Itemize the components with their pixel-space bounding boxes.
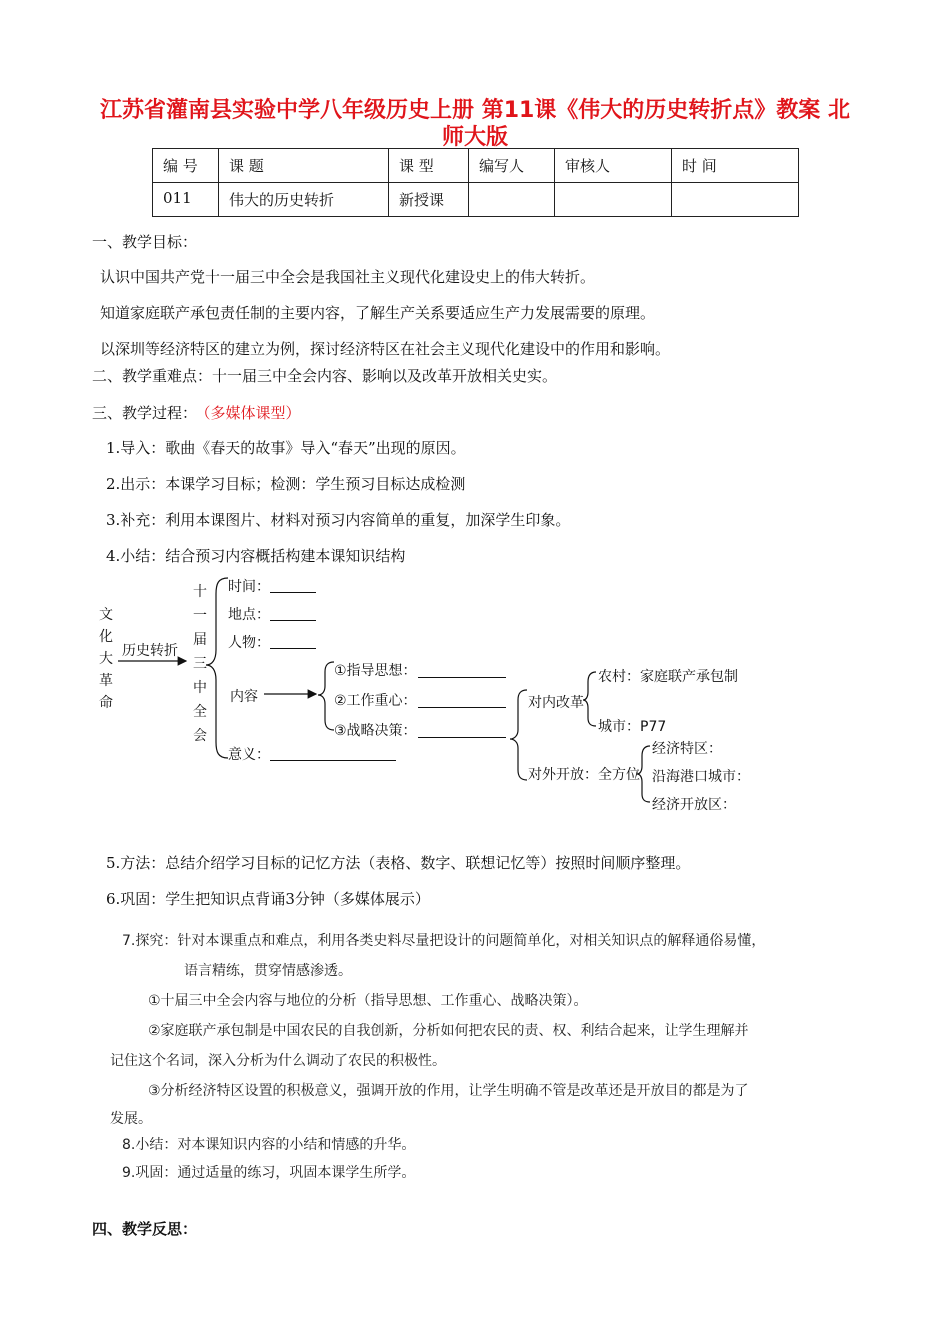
meaning-label: 意义： [228, 747, 270, 763]
people-label: 人物： [228, 635, 270, 651]
work-focus-label: ②工作重心： [334, 693, 417, 709]
section-3-label: 三、教学过程： [92, 404, 198, 422]
guiding-thought-label: ①指导思想： [334, 663, 417, 679]
place-label: 地点： [228, 607, 270, 623]
title-line-1: 江苏省灌南县实验中学八年级历史上册 第11课《伟大的历史转折点》教案 北 [100, 98, 850, 123]
section-1-heading: 一、教学目标： [92, 233, 198, 251]
process-step: 3.补充：利用本课图片、材料对预习内容简单的重复，加深学生印象。 [106, 511, 571, 529]
brace-content [318, 662, 334, 730]
process-step: 2.出示：本课学习目标；检测：学生预习目标达成检测 [106, 475, 466, 493]
blank-line [270, 760, 396, 761]
explore-item: ①十届三中全会内容与地位的分析（指导思想、工作重心、战略决策）。 [148, 993, 588, 1009]
table-cell: 伟大的历史转折 [219, 183, 389, 217]
brace-reform [583, 672, 596, 726]
header-cell: 审核人 [555, 149, 672, 183]
header-cell: 时 间 [672, 149, 799, 183]
section-3-note: （多媒体课型） [203, 404, 301, 422]
explore-item: ③分析经济特区设置的积极意义，强调开放的作用，让学生明确不管是改革还是开放目的都是为了 [148, 1083, 749, 1099]
header-cell: 课 型 [389, 149, 469, 183]
header-cell: 编 号 [153, 149, 219, 183]
section-2-heading: 二、教学重难点：十一届三中全会内容、影响以及改革开放相关史实。 [92, 367, 558, 385]
content-label: 内容 [230, 689, 258, 705]
explore-line: 7.探究：针对本课重点和难点，利用各类史料尽量把设计的问题简单化，对相关知识点的解释通俗易懂， [122, 933, 766, 949]
blank-line [270, 648, 316, 649]
objective-item: 知道家庭联产承包责任制的主要内容，了解生产关系要适应生产力发展需要的原理。 [100, 304, 656, 322]
blank-line [418, 737, 506, 738]
explore-item: 记住这个名词，深入分析为什么调动了农民的积极性。 [110, 1053, 446, 1069]
process-step: 5.方法：总结介绍学习目标的记忆方法（表格、数字、联想记忆等）按照时间顺序整理。 [106, 854, 691, 872]
explore-line: 语言精练，贯穿情感渗透。 [184, 963, 352, 979]
table-cell: 011 [153, 183, 219, 217]
title-line-2: 师大版 [441, 125, 508, 150]
blank-line [270, 592, 316, 593]
diagram-start-label: 文 化 大 革 命 [99, 607, 113, 711]
process-step: 8.小结：对本课知识内容的小结和情感的升华。 [122, 1137, 416, 1153]
open-item: 沿海港口城市： [652, 769, 750, 785]
process-step: 1.导入：歌曲《春天的故事》导入“春天”出现的原因。 [106, 439, 466, 457]
brace-reform-open [510, 690, 527, 780]
reform-inner-label: 对内改革 [528, 695, 584, 711]
objective-item: 认识中国共产党十一届三中全会是我国社主义现代化建设史上的伟大转折。 [100, 268, 596, 286]
blank-line [418, 677, 506, 678]
open-item: 经济特区： [652, 741, 722, 757]
time-label: 时间： [228, 579, 270, 595]
blank-line [418, 707, 506, 708]
plenum-label: 十 一 届 三 中 全 会 [193, 584, 207, 744]
process-step: 6.巩固：学生把知识点背诵3分钟（多媒体展示） [106, 890, 430, 908]
table-cell: 新授课 [389, 183, 469, 217]
header-cell: 课 题 [219, 149, 389, 183]
open-item: 经济开放区： [652, 797, 736, 813]
explore-item: 发展。 [110, 1111, 152, 1127]
explore-item: ②家庭联产承包制是中国农民的自我创新，分析如何把农民的责、权、利结合起来，让学生理解并 [148, 1023, 749, 1039]
open-outer-label: 对外开放：全方位 [528, 767, 640, 783]
objective-item: 以深圳等经济特区的建立为例，探讨经济特区在社会主义现代化建设中的作用和影响。 [100, 340, 671, 358]
brace-plenum [206, 578, 228, 758]
rural-label: 农村：家庭联产承包制 [598, 669, 738, 685]
blank-line [270, 620, 316, 621]
arrow-label: 历史转折 [122, 643, 178, 659]
section-4-heading: 四、教学反思： [92, 1220, 198, 1238]
process-step: 4.小结：结合预习内容概括构建本课知识结构 [106, 547, 406, 565]
header-cell: 编写人 [469, 149, 555, 183]
strategy-label: ③战略决策： [334, 723, 417, 739]
process-step: 9.巩固：通过适量的练习，巩固本课学生所学。 [122, 1165, 416, 1181]
urban-label: 城市：P77 [598, 719, 667, 735]
